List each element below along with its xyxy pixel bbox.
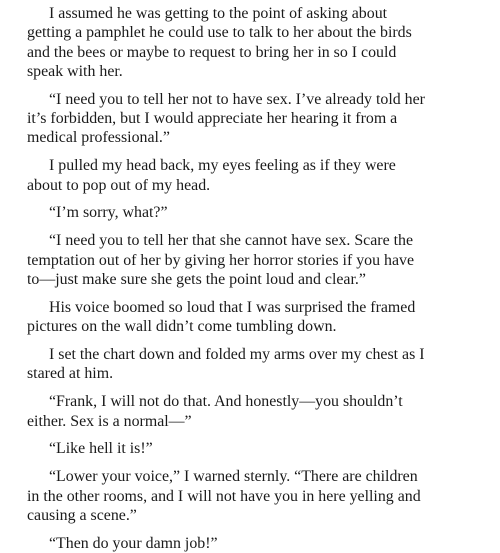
paragraph	[27, 392, 486, 431]
text-line: “Lower your voice,” I warned sternly. “There are children	[49, 468, 418, 486]
text-line: “Frank, I will not do that. And honestly—you shouldn’t	[49, 393, 403, 411]
text-line: “Then do your damn job!”	[49, 534, 218, 552]
paragraph	[27, 534, 486, 553]
text-line: and the bees or maybe to request to bring her in so I could	[27, 43, 397, 61]
paragraph	[27, 439, 486, 458]
text-line: I pulled my head back, my eyes feeling as if they were	[49, 157, 396, 175]
text-line: medical professional.”	[27, 129, 170, 147]
paragraph	[27, 156, 486, 195]
text-line: about to pop out of my head.	[27, 176, 211, 194]
text-line: to—just make sure she gets the point loud and clear.”	[27, 270, 366, 288]
text-line: “I need you to tell her that she cannot have sex. Scare the	[49, 232, 414, 250]
paragraph	[27, 90, 486, 148]
paragraph	[27, 231, 486, 289]
text-line: temptation out of her by giving her horror stories if you have	[27, 251, 415, 269]
text-line: “I’m sorry, what?”	[49, 204, 168, 222]
text-line: getting a pamphlet he could use to talk to her about the birds	[27, 24, 412, 42]
text-line: causing a scene.”	[27, 506, 137, 524]
text-line: stared at him.	[27, 365, 114, 383]
paragraph	[27, 203, 486, 222]
text-line: speak with her.	[27, 62, 123, 80]
text-line: pictures on the wall didn’t come tumbling down.	[27, 318, 337, 336]
paragraph	[27, 345, 486, 384]
paragraph	[27, 4, 486, 81]
text-line: “I need you to tell her not to have sex. I’ve already told her	[49, 90, 425, 108]
paragraph	[27, 467, 486, 525]
text-line: “Like hell it is!”	[49, 440, 153, 458]
text-line: I set the chart down and folded my arms over my chest as I	[49, 346, 425, 364]
paragraph	[27, 298, 486, 337]
text-line: in the other rooms, and I will not have you in here yelling and	[27, 487, 421, 505]
text-line: His voice boomed so loud that I was surprised the framed	[49, 298, 416, 316]
text-line: either. Sex is a normal—”	[27, 412, 192, 430]
text-line: it’s forbidden, but I would appreciate her hearing it from a	[27, 110, 398, 128]
text-line: I assumed he was getting to the point of asking about	[49, 5, 388, 22]
